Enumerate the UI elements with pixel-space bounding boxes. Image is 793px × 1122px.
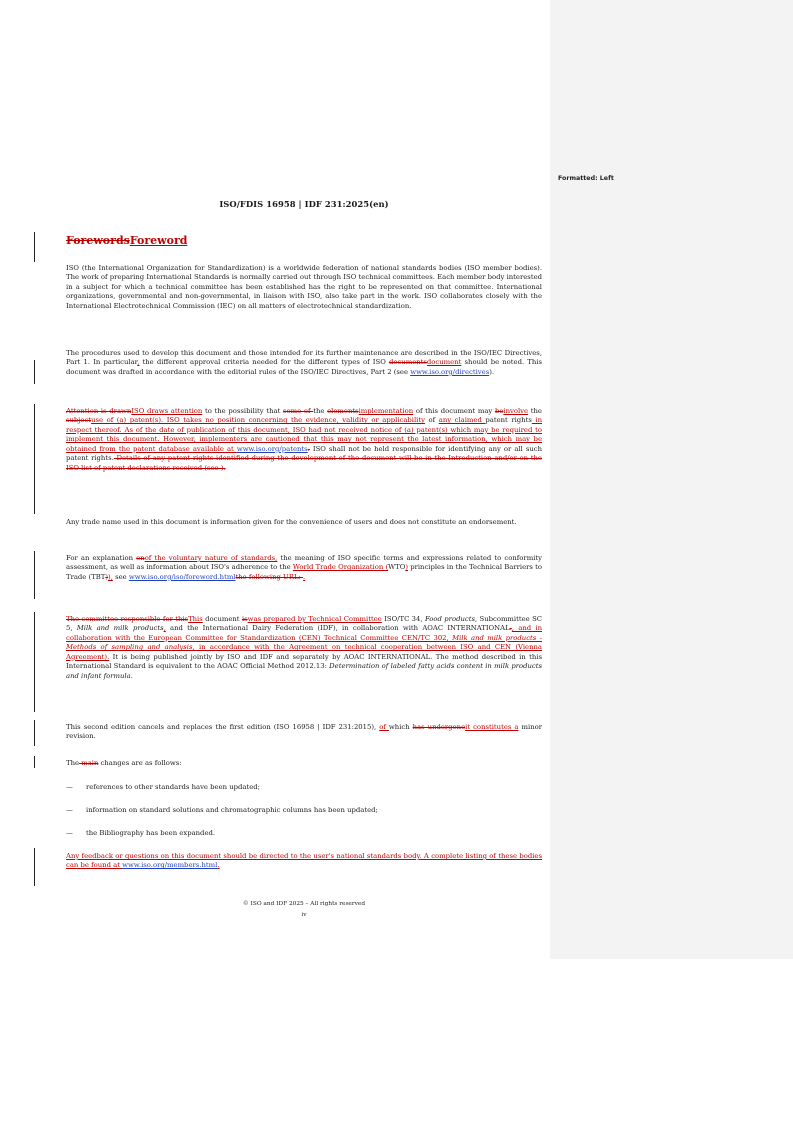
- deleted-text: elements: [327, 407, 359, 415]
- members-link[interactable]: www.iso.org/members.html: [122, 861, 218, 870]
- foreword-link[interactable]: www.iso.org/iso/foreword.html: [128, 572, 236, 581]
- inserted-text: implementation: [358, 407, 414, 415]
- paragraph-procedures: The procedures used to develop this document and those intended for its further maintenance are described in the ISO/IEC Directives, Part 1. In particular, the different approval criteria needed for the different types of ISO documentsdocument should be noted. This document was drafted in accordance with the editorial rules of the ISO/IEC Directives, Part 2 (see www.iso.org/directives).: [66, 349, 542, 376]
- change-bar: [34, 232, 35, 262]
- change-bar: [34, 551, 35, 599]
- inserted-text: ISO draws attention: [131, 407, 203, 415]
- change-bar: [34, 612, 35, 712]
- inserted-text: Foreword: [129, 234, 188, 247]
- inserted-text: of: [379, 723, 389, 731]
- inserted-text: .: [217, 861, 220, 870]
- list-item: — references to other standards have been updated;: [66, 783, 260, 791]
- inserted-text: in respect thereof. As of the date of publication of this document, ISO had not received notice of (a) patent(s) which may be required to implement this document. However, implementers are cautioned that this may not represent the latest information, which may be obtained from the patent database available at: [66, 416, 542, 453]
- deleted-text: be: [494, 407, 504, 415]
- change-bar: [34, 756, 35, 768]
- dash-bullet: —: [66, 806, 73, 814]
- deleted-text: Attention is drawn: [66, 407, 132, 415]
- dash-bullet: —: [66, 783, 73, 791]
- deleted-text: on: [136, 554, 145, 562]
- inserted-text: use of (a) patent(s). ISO takes no position concerning the evidence, validity or applicability: [91, 416, 425, 425]
- list-item: — the Bibliography has been expanded.: [66, 829, 216, 837]
- inserted-text: , and in collaboration with the European Committee for Standardization (CEN) Technical Committee CEN/TC 302,: [66, 624, 542, 642]
- comment-pane-title: Formatted: Left: [558, 175, 614, 182]
- inserted-text: ): [405, 563, 408, 572]
- inserted-text: ),: [108, 572, 113, 581]
- paragraph-explanation: For an explanation onof the voluntary nature of standards, the meaning of ISO specific terms and expressions related to conformity assessment, as well as information about ISO's adherence to the World Trade Organization (WTO) principles in the Technical Barriers to Trade (TBT)), see www.iso.org/iso/foreword.htmlthe following URL: .: [66, 554, 542, 581]
- change-bar: [34, 848, 35, 886]
- paragraph-trade-name: Any trade name used in this document is information given for the convenience of users and does not constitute an endorsement.: [66, 518, 517, 526]
- list-item: — information on standard solutions and chromatographic columns has been updated;: [66, 806, 378, 814]
- inserted-text: ,: [163, 624, 166, 633]
- paragraph-committee: The committee responsible for thisThis document iswas prepared by Technical Committee ISO/TC 34, Food products, Subcommittee SC 5, Milk and milk products, and the International Dairy Federation (IDF), in collaboration with AOAC INTERNATIONAL., and in collaboration with the European Committee for Standardization (CEN) Technical Committee CEN/TC 302, Milk and milk products - Methods of sampling and analysis, in accordance with the Agreement on technical cooperation between ISO and CEN (Vienna Agreement). It is being published jointly by ISO and IDF and separately by AOAC INTERNATIONAL. The method described in this International Standard is equivalent to the AOAC Official Method 2012.13: Determination of labeled fatty acids content in milk products and infant formula.: [66, 615, 543, 680]
- change-bar: [34, 404, 35, 514]
- change-bar: [34, 720, 35, 746]
- paragraph-feedback: [66, 852, 542, 871]
- inserted-text: was prepared by Technical Committee: [247, 615, 382, 623]
- inserted-text: any claimed: [438, 416, 486, 425]
- deleted-text: .: [509, 624, 512, 633]
- deleted-text: Forewords: [66, 234, 130, 247]
- deleted-text: subject: [66, 416, 92, 425]
- patents-link[interactable]: www.iso.org/patents: [236, 444, 308, 453]
- paragraph-patents: Attention is drawnISO draws attention to the possibility that some of the elementsimplementation of this document may beinvolve the subjectuse of (a) patent(s). ISO takes no position concerning the evidence, validity or applicability of any claimed patent rights in respect thereof. As of the date of publication of this document, ISO had not received notice of (a) patent(s) which may be required to implement this document. However, implementers are cautioned that this may not represent the latest information, which may be obtained from the patent database available at www.iso.org/patents. ISO shall not be held responsible for identifying any or all such patent rights. Details of any patent rights identified during the development of the document will be in the Introduction and/or on the ISO list of patent declarations received (see ).: [66, 407, 542, 472]
- dash-bullet: —: [66, 829, 73, 837]
- inserted-text: document: [426, 358, 462, 367]
- deleted-text: The committee responsible for this: [66, 615, 189, 623]
- deleted-text: has undergone: [412, 723, 466, 731]
- paragraph-changes-intro: The main changes are as follows:: [66, 759, 182, 767]
- change-bar: [34, 360, 35, 384]
- document-header: ISO/FDIS 16958 | IDF 231:2025(en): [219, 199, 389, 209]
- inserted-text: .: [303, 572, 306, 581]
- comment-pane: [550, 0, 793, 959]
- footer-copyright: © ISO and IDF 2025 – All rights reserved: [242, 901, 366, 907]
- deleted-text: main: [79, 759, 99, 767]
- foreword-heading: [66, 234, 187, 247]
- inserted-text: Any feedback or questions on this document should be directed to the user's national standards body. A complete listing of these bodies can be found at: [66, 852, 542, 870]
- deleted-text: Details of any patent rights identified during the development of the document will be in the Introduction and/or on the ISO list of patent declarations received (see ).: [66, 454, 542, 472]
- inserted-text: involve: [503, 407, 529, 415]
- directives-link[interactable]: www.iso.org/directives: [410, 367, 490, 376]
- inserted-text: This: [188, 615, 203, 623]
- inserted-text: World Trade Organization (: [292, 563, 389, 572]
- paragraph-iso-intro: ISO (the International Organization for Standardization) is a worldwide federation of national standards bodies (ISO member bodies). The work of preparing International Standards is normally carried out through ISO technical committees. Each member body interested in a subject for which a technical committee has been established has the right to be represented on that committee. International organizations, governmental and non-governmental, in liaison with ISO, also take part in the work. ISO collaborates closely with the International Electrotechnical Commission (IEC) on all matters of electrotechnical standardization.: [66, 264, 542, 310]
- inserted-text: , in accordance with the Agreement on technical cooperation between ISO and CEN (Vienna Agreement).: [66, 643, 542, 661]
- inserted-text: ,: [137, 358, 140, 367]
- inserted-text: of the voluntary nature of standards,: [144, 554, 278, 562]
- deleted-text: ): [105, 572, 109, 581]
- deleted-text: some of: [283, 407, 314, 415]
- paragraph-edition: This second edition cancels and replaces the first edition (ISO 16958 | IDF 231:2015), of which has undergoneit constitutes a minor revision.: [66, 723, 543, 741]
- deleted-text: is: [241, 615, 248, 623]
- deleted-text: documents: [388, 358, 427, 367]
- inserted-text: it constitutes a: [465, 723, 519, 731]
- deleted-text: .: [307, 444, 310, 453]
- page-number: iv: [301, 912, 307, 918]
- deleted-text: the following URL:: [235, 572, 303, 581]
- inserted-text: Milk and milk products - Methods of sampling and analysis: [66, 633, 542, 652]
